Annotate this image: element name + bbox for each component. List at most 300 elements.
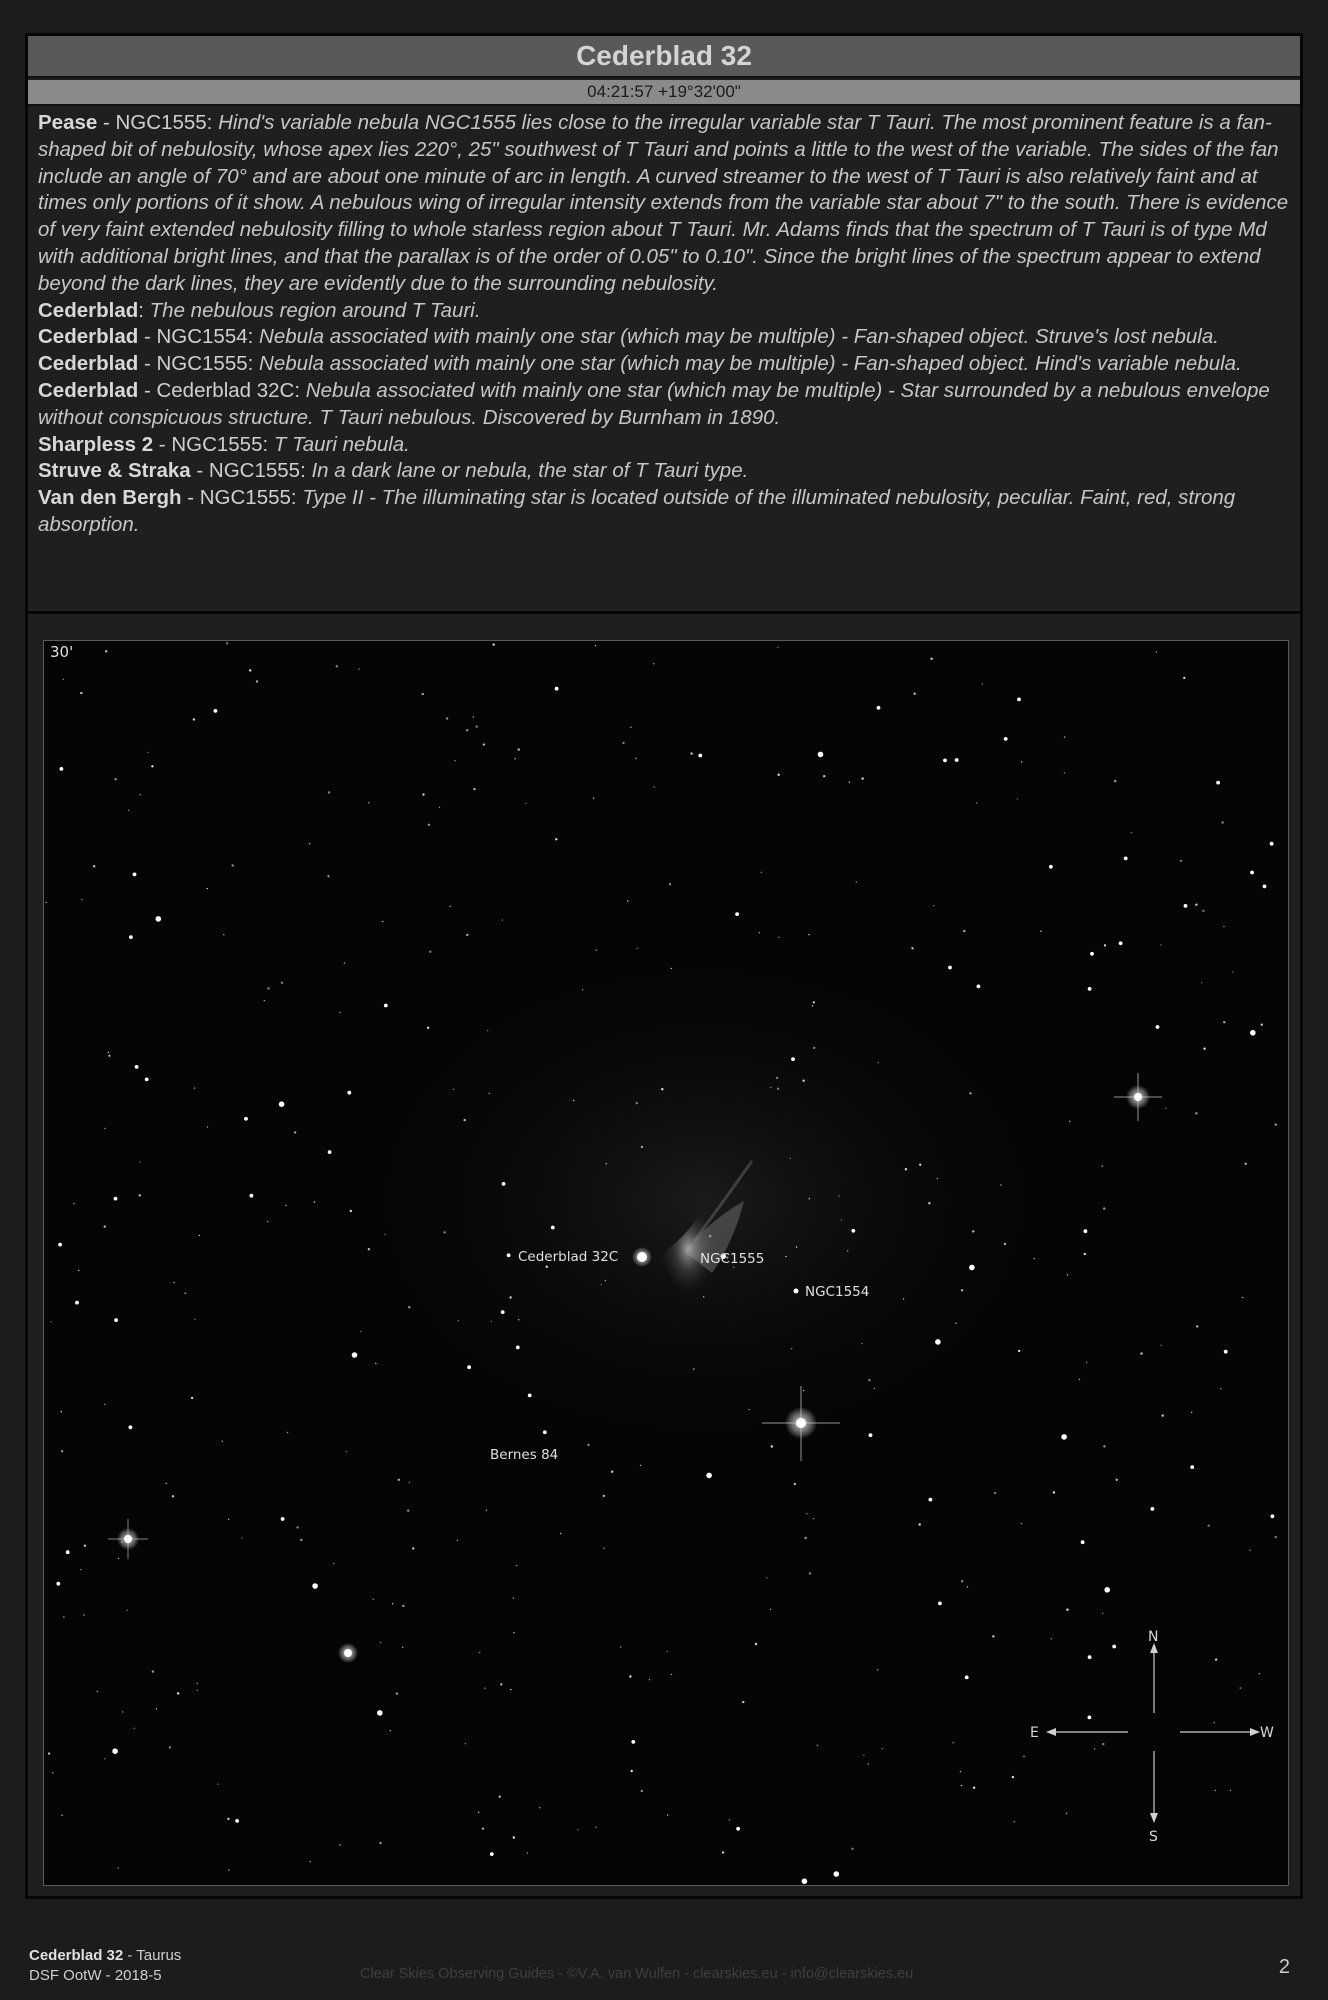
background-star bbox=[640, 1465, 641, 1466]
background-star bbox=[952, 1742, 953, 1743]
background-star bbox=[499, 1796, 501, 1798]
background-star bbox=[267, 1221, 268, 1222]
background-star bbox=[1114, 780, 1116, 782]
background-star bbox=[1090, 952, 1094, 956]
background-star bbox=[390, 1730, 391, 1731]
background-star bbox=[1103, 1207, 1105, 1209]
background-star bbox=[528, 1394, 532, 1398]
description-entry: Struve & Straka - NGC1555: In a dark lane or nebula, the star of T Tauri type. bbox=[38, 459, 749, 483]
background-star bbox=[352, 1352, 358, 1358]
background-star bbox=[1116, 1479, 1118, 1481]
background-star bbox=[223, 934, 224, 935]
background-star bbox=[46, 902, 47, 903]
background-star bbox=[428, 824, 430, 826]
background-star bbox=[134, 1728, 135, 1729]
background-star bbox=[813, 1518, 814, 1519]
background-star bbox=[1066, 1609, 1068, 1611]
background-star bbox=[935, 1339, 941, 1345]
background-star bbox=[509, 1296, 511, 1298]
background-star bbox=[1067, 1274, 1068, 1275]
background-star bbox=[48, 1752, 50, 1754]
description-object: NGC1555: bbox=[115, 111, 213, 134]
background-star bbox=[227, 1818, 229, 1820]
bright-star bbox=[338, 1643, 358, 1663]
background-star bbox=[1021, 1523, 1022, 1524]
background-star bbox=[863, 1755, 864, 1756]
background-star bbox=[551, 1226, 555, 1230]
background-star bbox=[770, 1609, 771, 1610]
background-star bbox=[80, 692, 82, 694]
background-star bbox=[443, 1231, 445, 1233]
background-star bbox=[464, 1119, 466, 1121]
background-star bbox=[228, 1519, 229, 1520]
background-star bbox=[491, 1321, 492, 1322]
background-star bbox=[375, 1363, 376, 1364]
background-star bbox=[631, 1770, 633, 1772]
background-star bbox=[1017, 798, 1018, 799]
background-star bbox=[967, 1586, 968, 1587]
background-star bbox=[63, 679, 64, 680]
background-star bbox=[346, 1451, 347, 1452]
background-star bbox=[1232, 971, 1233, 972]
background-star bbox=[755, 1643, 757, 1645]
background-star bbox=[128, 810, 129, 811]
description-object: NGC1555: bbox=[171, 432, 269, 456]
background-star bbox=[518, 748, 520, 750]
background-star bbox=[310, 1861, 311, 1862]
background-star bbox=[185, 1293, 186, 1294]
description-entry: Cederblad - Cederblad 32C: Nebula associated with mainly one star (which may be multiple) - Star surrounded by a nebulous envelope without conspicuous structure. T Tauri nebulous. Discovered by Burnham in 1890. bbox=[38, 378, 1270, 429]
background-star bbox=[919, 1164, 921, 1166]
background-star bbox=[636, 1102, 638, 1104]
background-star bbox=[279, 1101, 285, 1107]
background-star bbox=[841, 1220, 842, 1221]
background-star bbox=[1061, 1434, 1067, 1440]
background-star bbox=[294, 1131, 296, 1133]
background-star bbox=[1162, 1414, 1164, 1416]
ced32c-label: Cederblad 32C bbox=[518, 1249, 619, 1265]
background-star bbox=[856, 881, 857, 882]
ngc1554-label: NGC1554 bbox=[805, 1284, 870, 1300]
background-star bbox=[422, 693, 424, 695]
background-star bbox=[969, 1092, 971, 1094]
background-star bbox=[603, 1548, 604, 1549]
background-star bbox=[1084, 1253, 1086, 1255]
background-star bbox=[654, 786, 655, 787]
background-star bbox=[249, 669, 251, 671]
ngc1555-label: NGC1555 bbox=[700, 1251, 765, 1267]
background-star bbox=[1140, 1352, 1142, 1354]
background-star bbox=[489, 1093, 490, 1094]
background-star bbox=[453, 1089, 454, 1090]
background-star bbox=[802, 1878, 808, 1884]
guide-panel bbox=[25, 33, 1303, 1899]
background-star bbox=[427, 1027, 429, 1029]
background-star bbox=[1017, 698, 1021, 702]
background-star bbox=[812, 1005, 813, 1006]
background-star bbox=[960, 1771, 961, 1772]
background-star bbox=[80, 1569, 81, 1570]
background-star bbox=[641, 1146, 643, 1148]
background-star bbox=[392, 1603, 393, 1604]
background-star bbox=[114, 778, 116, 780]
background-star bbox=[629, 1675, 631, 1677]
background-star bbox=[595, 645, 596, 646]
background-star bbox=[671, 968, 672, 969]
background-star bbox=[1224, 1350, 1228, 1354]
background-star bbox=[285, 1205, 286, 1206]
background-star bbox=[1023, 1756, 1024, 1757]
background-star bbox=[631, 1740, 635, 1744]
background-star bbox=[222, 1441, 223, 1442]
background-star bbox=[384, 1004, 388, 1008]
background-star bbox=[1215, 1658, 1217, 1660]
background-star bbox=[333, 1563, 334, 1564]
background-star bbox=[173, 1282, 174, 1283]
description-entry: Pease - NGC1555: Hind's variable nebula NGC1555 lies close to the irregular variable star T Tauri. The most prominent feature is a fan-shaped bit of nebulosity, whose apex lies 220°, 25" southwest of T Tauri and points a little to the west of the variable. The sides of the fan include an angle of 70° and are about one minute of arc in length. A curved streamer to the west of T Tauri is also relatively faint and at times only portions of it show. A nebulous wing of irregular intensity extends from the variable star about 7" to the south. There is evidence of very faint extended nebulosity filling to whole starless region about T Tauri. Mr. Adams finds that the spectrum of T Tauri is of type Md with additional bright lines, and that the parallax is of the order of 0.05" to 0.10". Since the bright lines of the spectrum appear to extend beyond the dark lines, they are evidently due to the surrounding nebulosity. bbox=[38, 111, 1289, 295]
background-star bbox=[108, 1055, 110, 1057]
compass-east-label: E bbox=[1030, 1725, 1039, 1741]
background-star bbox=[104, 1404, 105, 1405]
background-star bbox=[52, 1772, 53, 1773]
background-star bbox=[1000, 1184, 1001, 1185]
description-object: NGC1555: bbox=[156, 352, 254, 376]
background-star bbox=[611, 1471, 613, 1473]
footer-credit: Clear Skies Observing Guides - ©V.A. van Wulfen - clearskies.eu - info@clearskies.eu bbox=[360, 1966, 914, 1982]
background-star bbox=[328, 791, 330, 793]
background-star bbox=[671, 1674, 672, 1675]
background-star bbox=[75, 1301, 79, 1305]
background-star bbox=[487, 1030, 488, 1031]
star-field-svg bbox=[44, 641, 1288, 1885]
background-star bbox=[1208, 1525, 1210, 1527]
background-star bbox=[1245, 1163, 1247, 1165]
background-star bbox=[622, 742, 624, 744]
background-star bbox=[961, 1785, 962, 1786]
description-entry: Cederblad - NGC1555: Nebula associated with mainly one star (which may be multiple) - Fan-shaped object. Hind's variable nebula. bbox=[38, 352, 1242, 376]
background-star bbox=[1104, 944, 1106, 946]
background-star bbox=[861, 1343, 862, 1344]
description-text: Hind's variable nebula NGC1555 lies close to the irregular variable star T Tauri. The most prominent feature is a fan-shaped bit of nebulosity, whose apex lies 220°, 25" southwest of T Tauri and points a little to the west of the variable. The sides of the fan include an angle of 70° and are about one minute of arc in length. A curved streamer to the west of T Tauri is also relatively faint and at times only portions of it show. A nebulous wing of irregular intensity extends from the variable star about 7" to the south. There is evidence of very faint extended nebulosity filling to whole starless region about T Tauri. Mr. Adams finds that the spectrum of T Tauri is of type Md with additional bright lines, and that the parallax is of the order of 0.05" to 0.10". Since the bright lines of the spectrum appear to extend beyond the dark lines, they are evidently due to the surrounding nebulosity. bbox=[38, 111, 1289, 295]
background-star bbox=[193, 718, 195, 720]
background-star bbox=[63, 1616, 64, 1617]
background-star bbox=[380, 1642, 381, 1643]
background-star bbox=[1223, 1021, 1225, 1023]
background-star bbox=[382, 921, 383, 922]
background-star bbox=[948, 966, 952, 970]
description-text: In a dark lane or nebula, the star of T Tauri type. bbox=[311, 459, 749, 483]
background-star bbox=[140, 794, 141, 795]
background-star bbox=[514, 758, 515, 759]
background-star bbox=[1088, 1655, 1092, 1659]
compass-north-label: N bbox=[1148, 1629, 1159, 1645]
background-star bbox=[473, 716, 474, 717]
background-star bbox=[809, 1198, 810, 1199]
background-star bbox=[938, 1602, 942, 1606]
description-text: T Tauri nebula. bbox=[273, 432, 410, 456]
background-star bbox=[914, 693, 916, 695]
background-star bbox=[698, 754, 702, 758]
background-star bbox=[1004, 1243, 1006, 1245]
background-star bbox=[516, 1565, 517, 1566]
background-star bbox=[368, 1248, 370, 1250]
background-star bbox=[777, 1088, 779, 1090]
background-star bbox=[61, 1815, 62, 1816]
background-star bbox=[649, 1679, 650, 1680]
background-star bbox=[1249, 1550, 1250, 1551]
background-star bbox=[527, 1853, 528, 1854]
object-coordinates: 04:21:57 +19°32'00" bbox=[28, 80, 1300, 106]
background-star bbox=[513, 1836, 515, 1838]
background-star bbox=[813, 1047, 815, 1049]
background-star bbox=[296, 1526, 298, 1528]
background-star bbox=[242, 1537, 243, 1538]
background-star bbox=[1102, 1165, 1103, 1166]
background-star bbox=[794, 1483, 796, 1485]
background-star bbox=[1161, 1345, 1162, 1346]
background-star bbox=[466, 934, 468, 936]
background-star bbox=[605, 1280, 606, 1281]
background-star bbox=[849, 782, 850, 783]
background-star bbox=[232, 864, 234, 866]
faint-nebulosity bbox=[344, 941, 1064, 1461]
background-star bbox=[312, 1583, 318, 1589]
background-star bbox=[58, 1243, 62, 1247]
background-star bbox=[422, 793, 424, 795]
background-star bbox=[500, 1683, 502, 1685]
background-star bbox=[300, 1539, 302, 1541]
background-star bbox=[847, 1250, 848, 1251]
background-star bbox=[1183, 677, 1185, 679]
background-star bbox=[1215, 1790, 1216, 1791]
background-star bbox=[933, 905, 934, 906]
background-star bbox=[1086, 1362, 1087, 1363]
background-star bbox=[881, 1748, 882, 1749]
background-star bbox=[603, 1495, 605, 1497]
background-star bbox=[838, 1195, 839, 1196]
background-star bbox=[217, 1783, 218, 1784]
background-star bbox=[177, 1692, 179, 1694]
background-star bbox=[992, 1635, 994, 1637]
background-star bbox=[903, 1298, 904, 1299]
background-star bbox=[412, 1547, 414, 1549]
background-star bbox=[479, 1652, 480, 1653]
background-star bbox=[778, 937, 779, 938]
background-star bbox=[473, 788, 475, 790]
background-star bbox=[61, 1450, 63, 1452]
background-star bbox=[360, 1331, 361, 1332]
background-star bbox=[60, 767, 64, 771]
background-star bbox=[507, 1253, 511, 1257]
background-star bbox=[1004, 737, 1008, 741]
background-star bbox=[749, 1409, 750, 1410]
background-star bbox=[630, 727, 631, 728]
background-star bbox=[407, 1509, 409, 1511]
background-star bbox=[281, 1517, 285, 1521]
background-star bbox=[93, 865, 95, 867]
background-star bbox=[501, 1310, 505, 1314]
background-star bbox=[466, 729, 468, 731]
background-star bbox=[994, 1492, 996, 1494]
background-star bbox=[606, 1163, 607, 1164]
background-star bbox=[546, 1266, 548, 1268]
background-star bbox=[669, 883, 671, 885]
background-star bbox=[145, 1078, 149, 1082]
background-star bbox=[653, 663, 654, 664]
background-star bbox=[771, 1445, 773, 1447]
footer-series: DSF OotW - 2018-5 bbox=[29, 1967, 162, 1984]
background-star bbox=[919, 1523, 921, 1525]
background-star bbox=[510, 1689, 511, 1690]
background-star bbox=[56, 1582, 60, 1586]
background-star bbox=[191, 1397, 193, 1399]
background-star bbox=[114, 1197, 118, 1201]
background-star bbox=[327, 875, 329, 877]
background-star bbox=[666, 1651, 667, 1652]
background-star bbox=[104, 1225, 106, 1227]
background-star bbox=[314, 1201, 315, 1202]
background-star bbox=[868, 1379, 870, 1381]
background-star bbox=[148, 752, 149, 753]
background-star bbox=[207, 1126, 208, 1127]
background-star bbox=[1066, 1813, 1067, 1814]
background-star bbox=[790, 1158, 791, 1159]
background-star bbox=[1275, 1124, 1277, 1126]
background-star bbox=[539, 1807, 540, 1808]
background-star bbox=[61, 1411, 62, 1412]
background-star bbox=[114, 1318, 118, 1322]
background-star bbox=[166, 1483, 167, 1484]
background-star bbox=[172, 1495, 174, 1497]
footer-object-name: Cederblad 32 bbox=[29, 1947, 124, 1964]
description-text: Nebula associated with mainly one star (which may be multiple) - Star surrounded by a nebulous envelope without conspicuous structure. T Tauri nebulous. Discovered by Burnham in 1890. bbox=[38, 378, 1270, 429]
background-star bbox=[735, 912, 739, 916]
background-star bbox=[117, 1867, 118, 1868]
background-star bbox=[350, 1210, 352, 1212]
background-star bbox=[1034, 1258, 1035, 1259]
background-star bbox=[930, 658, 932, 660]
background-star bbox=[197, 1683, 198, 1684]
description-source: Sharpless 2 bbox=[38, 432, 154, 456]
background-star bbox=[928, 1202, 930, 1204]
background-star bbox=[373, 1599, 374, 1600]
field-of-view-label: 30' bbox=[50, 643, 74, 661]
background-star bbox=[486, 1510, 487, 1511]
background-star bbox=[139, 1161, 140, 1162]
background-star bbox=[911, 947, 913, 949]
background-star bbox=[490, 1852, 494, 1856]
background-star bbox=[1131, 832, 1132, 833]
description-source: Cederblad bbox=[38, 298, 139, 322]
background-star bbox=[336, 665, 338, 667]
background-star bbox=[1223, 926, 1224, 927]
background-star bbox=[97, 1691, 98, 1692]
background-star bbox=[104, 1128, 105, 1129]
background-star bbox=[1263, 885, 1267, 889]
description-text: Nebula associated with mainly one star (which may be multiple) - Fan-shaped object. Struve's lost nebula. bbox=[259, 325, 1219, 349]
background-star bbox=[736, 1827, 740, 1831]
background-star bbox=[661, 1088, 663, 1090]
background-star bbox=[573, 1100, 574, 1101]
ngc1554-star bbox=[794, 1289, 799, 1294]
background-star bbox=[78, 1270, 79, 1271]
background-star bbox=[368, 802, 369, 803]
description-source: Pease bbox=[38, 111, 98, 134]
description-text: The nebulous region around T Tauri. bbox=[149, 298, 481, 322]
background-star bbox=[851, 1848, 853, 1850]
background-star bbox=[112, 1748, 118, 1754]
background-star bbox=[454, 760, 455, 761]
background-star bbox=[804, 1537, 806, 1539]
background-star bbox=[483, 743, 485, 745]
background-star bbox=[1079, 1379, 1080, 1380]
background-star bbox=[1021, 761, 1022, 762]
background-star bbox=[1051, 1638, 1052, 1639]
background-star bbox=[1220, 1388, 1221, 1389]
background-star bbox=[1196, 1325, 1198, 1327]
background-star bbox=[83, 1614, 84, 1615]
background-star bbox=[1203, 1048, 1205, 1050]
background-star bbox=[133, 873, 137, 877]
background-star bbox=[1165, 1108, 1166, 1109]
background-star bbox=[969, 1265, 975, 1271]
background-star bbox=[169, 1746, 171, 1748]
background-star bbox=[151, 765, 153, 767]
background-star bbox=[309, 843, 310, 844]
background-star bbox=[339, 1012, 340, 1013]
footer-object-info bbox=[29, 1946, 181, 1986]
background-star bbox=[457, 1540, 458, 1541]
background-star bbox=[555, 838, 557, 840]
background-star bbox=[1156, 1025, 1160, 1029]
description-entry: Sharpless 2 - NGC1555: T Tauri nebula. bbox=[38, 432, 410, 456]
background-star bbox=[1202, 910, 1204, 912]
description-object: NGC1555: bbox=[208, 459, 306, 483]
background-star bbox=[377, 1710, 383, 1716]
background-star bbox=[861, 777, 863, 779]
background-star bbox=[513, 1632, 514, 1633]
background-star bbox=[156, 916, 162, 922]
background-star bbox=[560, 1533, 561, 1534]
background-star bbox=[199, 1235, 200, 1236]
background-star bbox=[398, 1479, 400, 1481]
background-star bbox=[777, 647, 778, 648]
background-star bbox=[1240, 1687, 1241, 1688]
background-star bbox=[267, 987, 269, 989]
background-star bbox=[785, 1256, 786, 1257]
background-star bbox=[1102, 1743, 1104, 1745]
background-star bbox=[344, 962, 345, 963]
background-star bbox=[796, 1246, 797, 1247]
background-star bbox=[937, 1178, 938, 1179]
background-star bbox=[1213, 1722, 1214, 1723]
background-star bbox=[982, 683, 983, 684]
background-star bbox=[823, 775, 825, 777]
background-star bbox=[868, 1763, 869, 1764]
description-source: Cederblad bbox=[38, 325, 139, 349]
background-star bbox=[637, 948, 638, 949]
background-star bbox=[961, 1580, 963, 1582]
background-star bbox=[1094, 1748, 1095, 1749]
background-star bbox=[729, 1819, 730, 1820]
background-star bbox=[482, 1828, 484, 1830]
background-star bbox=[235, 1819, 239, 1823]
background-star bbox=[761, 872, 762, 873]
background-star bbox=[484, 1688, 485, 1689]
background-star bbox=[577, 1829, 578, 1830]
background-star bbox=[972, 1230, 974, 1232]
background-star bbox=[943, 759, 947, 763]
